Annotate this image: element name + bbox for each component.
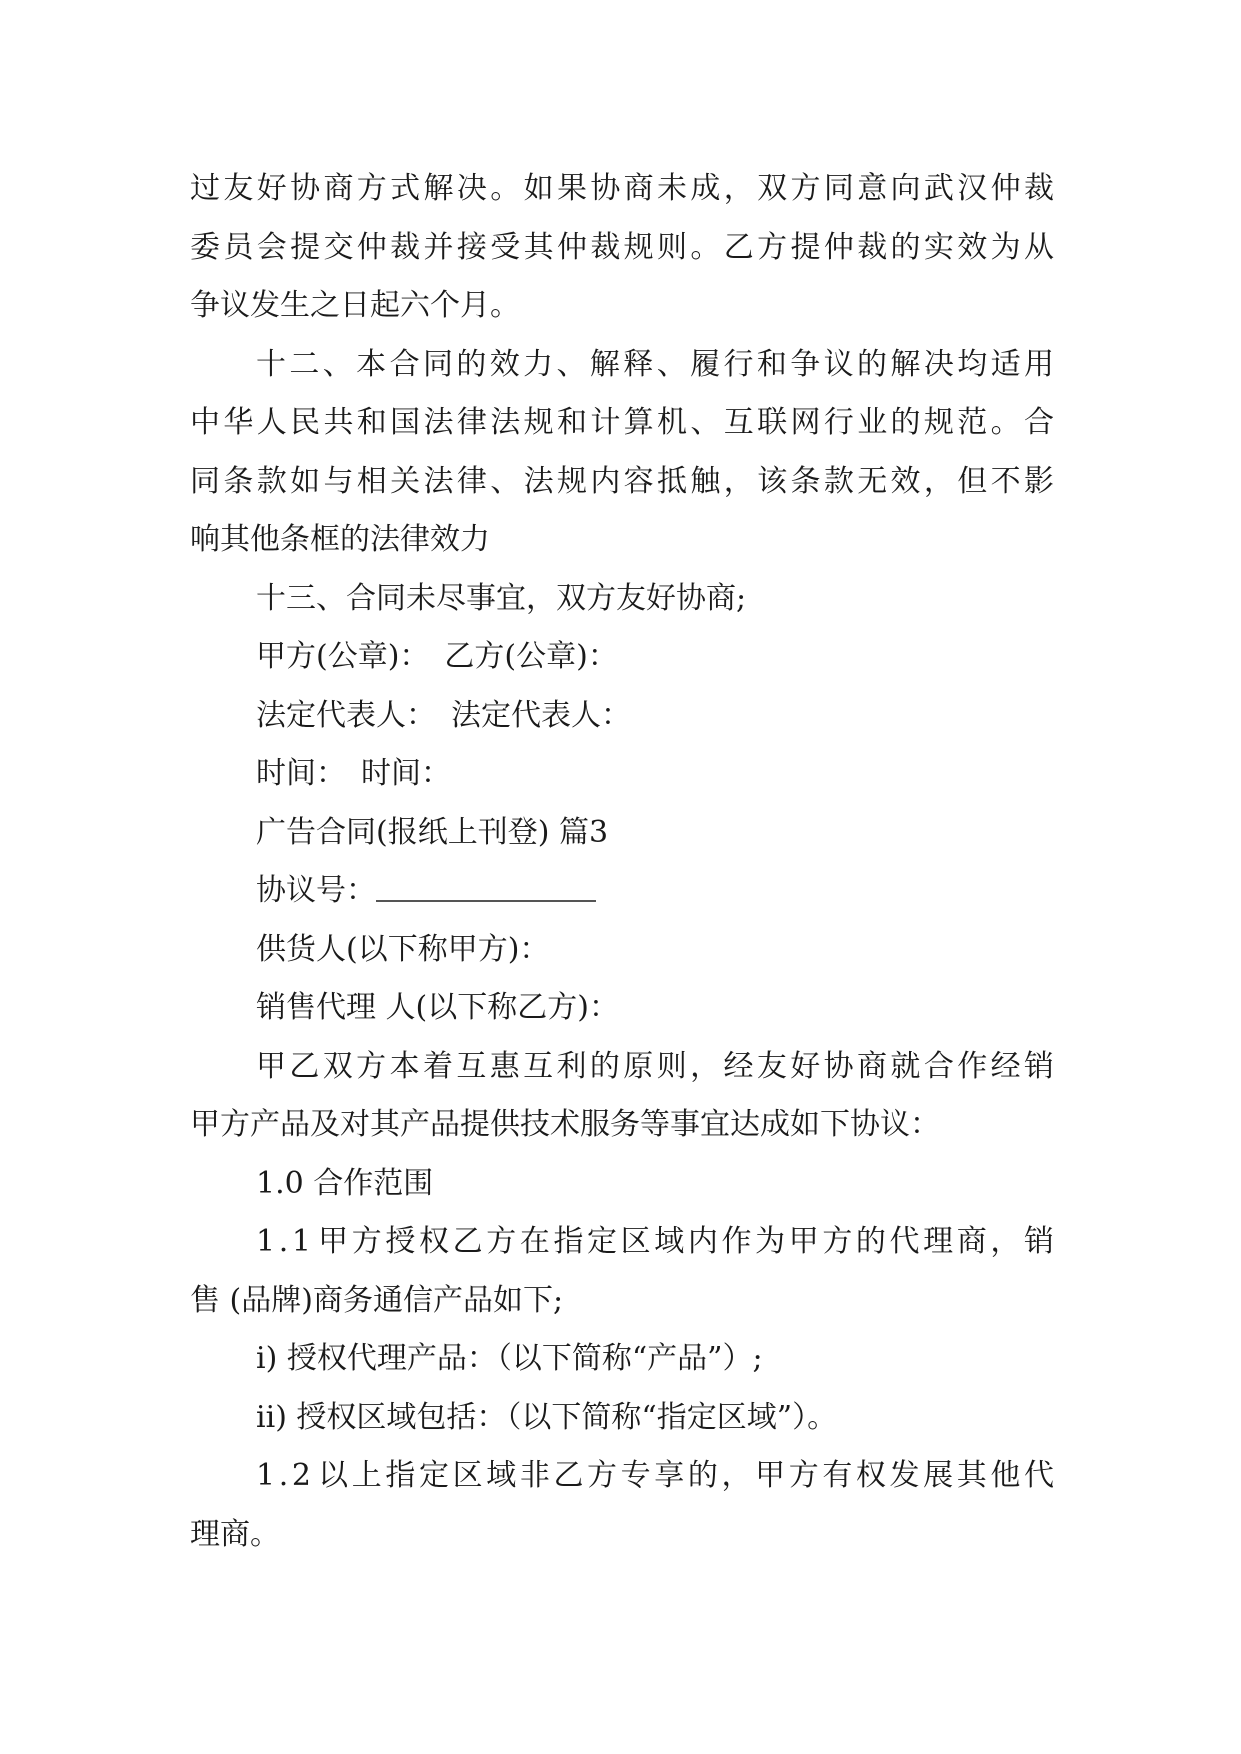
section-1-0: 1.0 合作范围 (256, 1165, 434, 1201)
clause-12-line: 同 条 款 如 与 相 关 法 律 、 法 规 内 容 抵 触 ， 该 条 款 无 效 ， 但 不 影 (190, 463, 1054, 499)
clause-12-line: 中 华 人 民 共 和 国 法 律 法 规 和 计 算 机 、 互 联 网 行 业 的 规 范 。 合 (190, 405, 1054, 440)
section-1-1-line: 售 (品牌)商务通信产品如下; (190, 1282, 564, 1318)
item-ii: ii) 授权区域包括：（以下简称“指定区域”）。 (256, 1399, 838, 1435)
clause-12-line: 响其他条框的法律效力 (190, 522, 490, 557)
signature-representative: 法定代表人： 法定代表人： (256, 697, 631, 733)
clause-13: 十三、合同未尽事宜，双方友好协商; (256, 580, 747, 616)
section-1-2-line: 1 . 2 以 上 指 定 区 域 非 乙 方 专 享 的 ， 甲 方 有 权 发 展 其 他 代 (256, 1458, 1054, 1493)
supplier-line: 供货人(以下称甲方)： (256, 931, 550, 967)
body-line: 过 友 好 协 商 方 式 解 决 。 如 果 协 商 未 成 ， 双 方 同 意 向 武 汉 仲 裁 (190, 171, 1054, 206)
section-1-2-line: 理商。 (190, 1516, 280, 1552)
preamble-line: 甲方产品及对其产品提供技术服务等事宜达成如下协议： (190, 1107, 940, 1142)
agreement-number (190, 862, 1054, 921)
agreement-number-blank (376, 899, 596, 902)
section-1-1-line: 1 . 1 甲 方 授 权 乙 方 在 指 定 区 域 内 作 为 甲 方 的 代 理 商 ， 销 (256, 1224, 1054, 1259)
agreement-number-label: 协议号： (256, 873, 376, 908)
section-title: 广告合同(报纸上刊登) 篇3 (256, 814, 609, 850)
body-line: 争议发生之日起六个月。 (190, 288, 520, 323)
preamble-line: 甲 乙 双 方 本 着 互 惠 互 利 的 原 则 ， 经 友 好 协 商 就 合 作 经 销 (256, 1048, 1054, 1084)
document-body (190, 160, 1054, 1564)
signature-party: 甲方(公章)： 乙方(公章)： (256, 639, 618, 674)
signature-time: 时间： 时间： (256, 756, 451, 791)
clause-12-line: 十 二 、 本 合 同 的 效 力 、 解 释 、 履 行 和 争 议 的 解 决 均 适 用 (256, 346, 1054, 382)
body-line: 委 员 会 提 交 仲 裁 并 接 受 其 仲 裁 规 则 。 乙 方 提 仲 裁 的 实 效 为 从 (190, 229, 1054, 265)
agent-line: 销售代理 人(以下称乙方)： (256, 990, 619, 1025)
item-i: i) 授权代理产品：（以下简称“产品”）; (256, 1341, 763, 1376)
